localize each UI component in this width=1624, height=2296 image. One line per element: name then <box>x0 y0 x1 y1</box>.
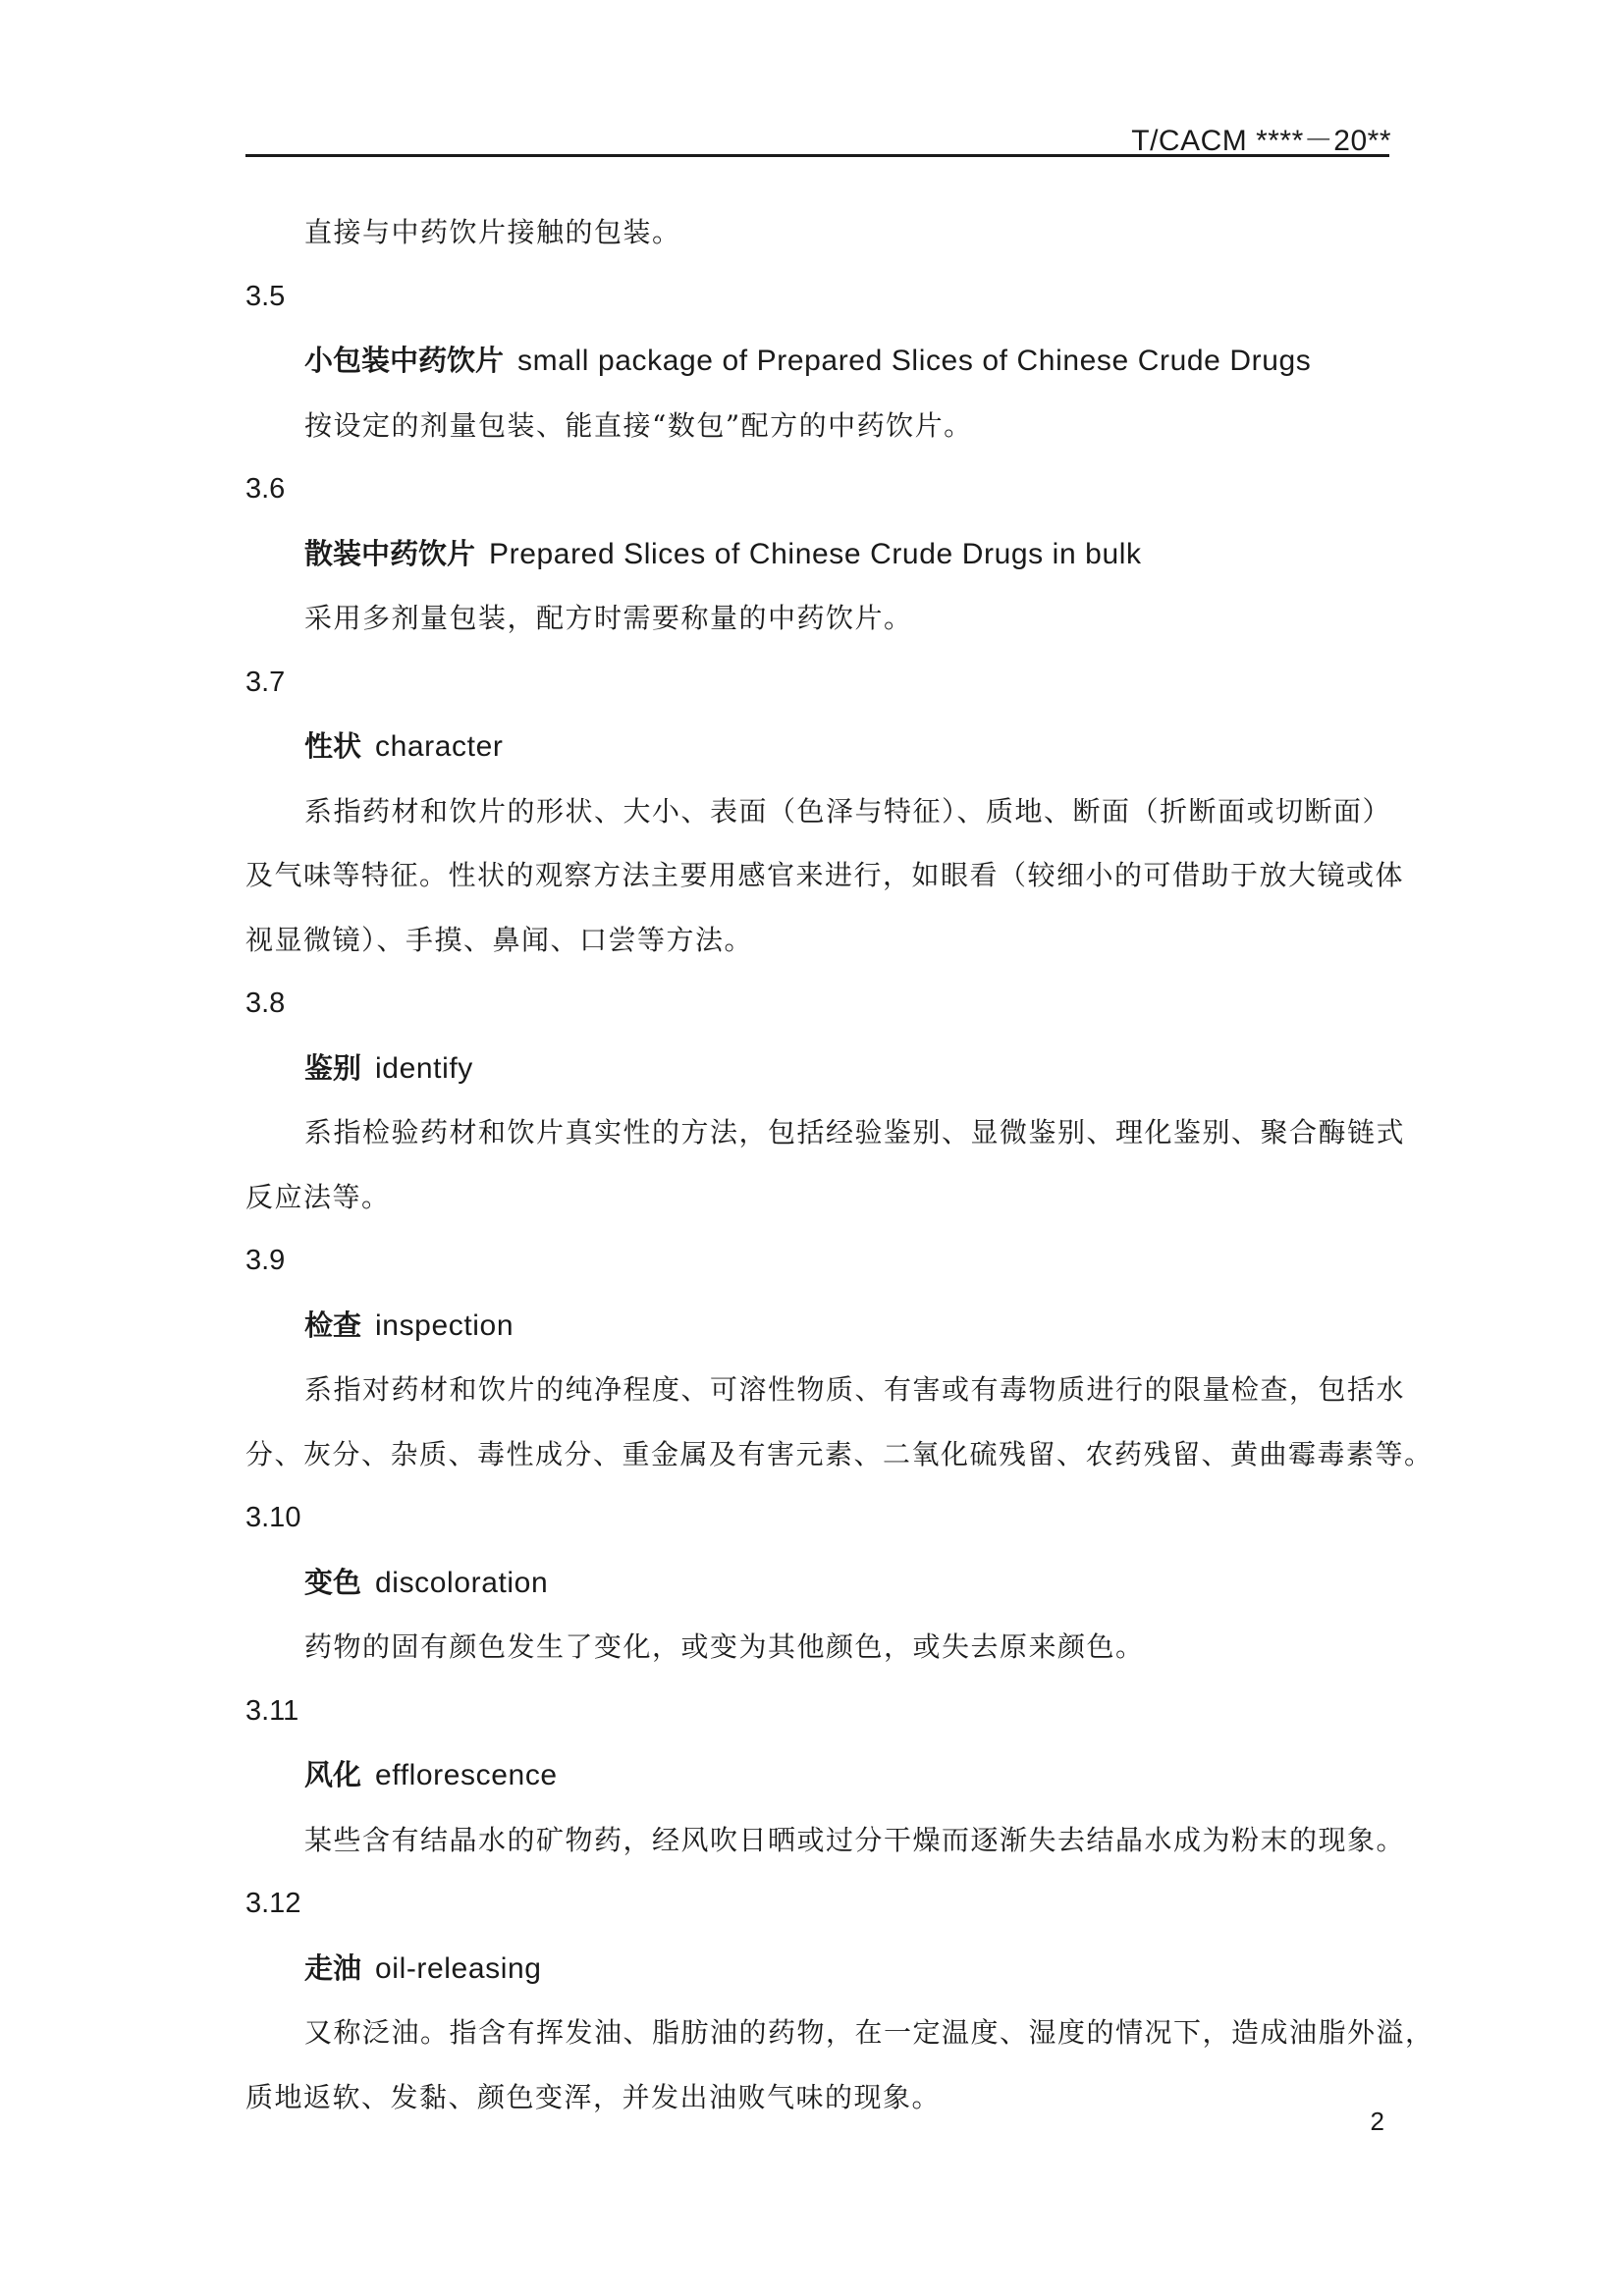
definition-line: 反应法等。 <box>245 1180 391 1213</box>
term-english: inspection <box>375 1308 514 1342</box>
term-heading <box>245 522 1389 587</box>
clause-number: 3.6 <box>245 473 286 505</box>
term-chinese: 走油 <box>304 1950 362 1985</box>
term-chinese: 鉴别 <box>304 1050 362 1085</box>
clause-number: 3.7 <box>245 666 286 698</box>
definition-line: 采用多剂量包装，配方时需要称量的中药饮片。 <box>304 602 913 634</box>
clause-number: 3.11 <box>245 1694 299 1727</box>
definition-line: 又称泛油。指含有挥发油、脂肪油的药物，在一定温度、湿度的情况下，造成油脂外溢， <box>304 2016 1435 2049</box>
term-english: efflorescence <box>375 1759 558 1791</box>
clause-number: 3.10 <box>245 1502 301 1533</box>
term-heading <box>245 1037 1389 1101</box>
definition-line: 视显微镜）、手摸、鼻闻、口尝等方法。 <box>245 923 754 956</box>
definition-line: 系指检验药材和饮片真实性的方法，包括经验鉴别、显微鉴别、理化鉴别、聚合酶链式 <box>304 1116 1406 1148</box>
standard-code-header: T/CACM ****－20** <box>1131 125 1391 157</box>
term-heading <box>245 1294 1389 1359</box>
definition-line: 药物的固有颜色发生了变化，或变为其他颜色，或失去原来颜色。 <box>304 1630 1145 1663</box>
continuation-text: 直接与中药饮片接触的包装。 <box>304 216 681 248</box>
definition-line: 分、灰分、杂质、毒性成分、重金属及有害元素、二氧化硫残留、农药残留、黄曲霉毒素等。 <box>245 1437 1434 1470</box>
clause-number: 3.8 <box>245 988 286 1019</box>
term-heading <box>245 1937 1389 2002</box>
header-divider <box>245 154 1389 157</box>
definition-line: 及气味等特征。性状的观察方法主要用感官来进行，如眼看（较细小的可借助于放大镜或体 <box>245 859 1405 891</box>
term-chinese: 检查 <box>304 1308 362 1342</box>
term-english: small package of Prepared Slices of Chinese Crude Drugs <box>517 345 1312 377</box>
term-english: Prepared Slices of Chinese Crude Drugs in bulk <box>489 537 1142 570</box>
term-heading <box>245 329 1389 394</box>
term-heading <box>245 1551 1389 1616</box>
term-chinese: 散装中药饮片 <box>304 536 476 570</box>
term-chinese: 小包装中药饮片 <box>304 344 505 377</box>
term-english: oil-releasing <box>375 1951 542 1985</box>
definition-line: 系指药材和饮片的形状、大小、表面（色泽与特征）、质地、断面（折断面或切断面） <box>304 794 1392 828</box>
term-chinese: 风化 <box>304 1758 362 1791</box>
definition-line: 系指对药材和饮片的纯净程度、可溶性物质、有害或有毒物质进行的限量检查，包括水 <box>304 1373 1406 1406</box>
term-chinese: 性状 <box>304 729 362 763</box>
clause-number: 3.5 <box>245 280 286 312</box>
term-english: character <box>375 730 504 763</box>
term-heading <box>245 1743 1389 1808</box>
definition-line: 按设定的剂量包装、能直接“数包”配方的中药饮片。 <box>304 408 973 442</box>
definition-line: 质地返软、发黏、颜色变浑，并发出油败气味的现象。 <box>245 2080 942 2113</box>
definition-line: 某些含有结晶水的矿物药，经风吹日晒或过分干燥而逐渐失去结晶水成为粉末的现象。 <box>304 1823 1406 1856</box>
term-chinese: 变色 <box>304 1565 362 1599</box>
term-english: identify <box>375 1051 473 1085</box>
page-number: 2 <box>1370 2107 1384 2136</box>
document-body <box>245 200 1435 2129</box>
term-heading <box>245 715 1389 779</box>
clause-number: 3.9 <box>245 1245 286 1276</box>
clause-number: 3.12 <box>245 1888 301 1919</box>
term-english: discoloration <box>375 1566 549 1599</box>
